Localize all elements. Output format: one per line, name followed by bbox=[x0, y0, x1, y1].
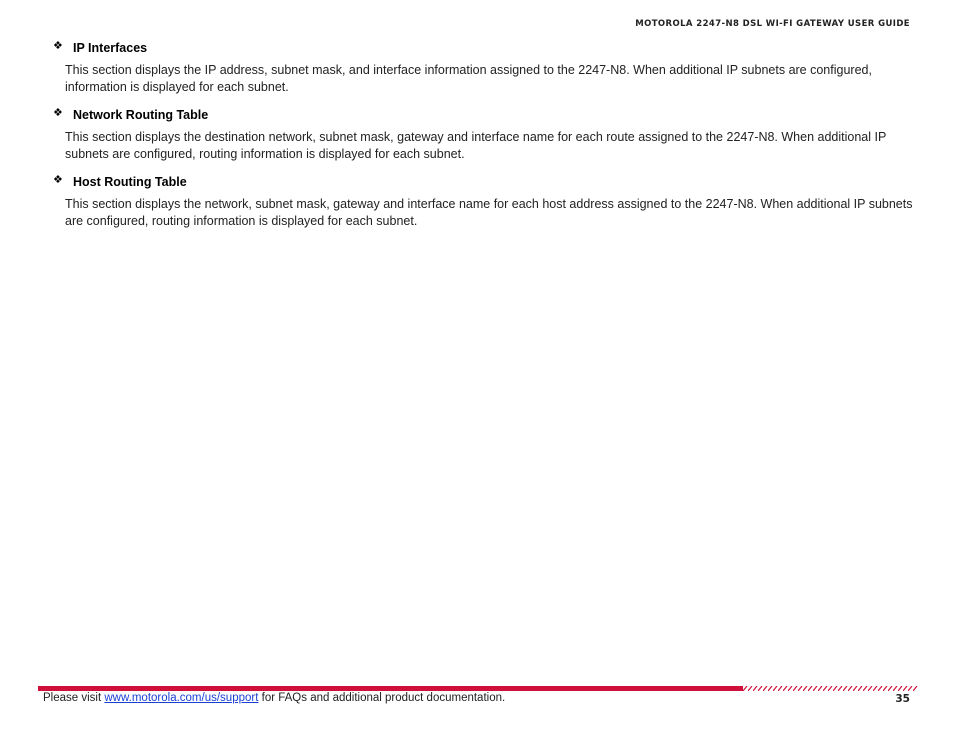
section-ip-interfaces bbox=[53, 39, 915, 96]
document-header-title: MOTOROLA 2247-N8 DSL WI-FI GATEWAY USER GUIDE bbox=[635, 19, 910, 29]
section-body-text: This section displays the network, subnet mask, gateway and interface name for each host address assigned to the 2247-N8. When additional IP subnets are configured, routing information is displayed for each subnet. bbox=[65, 197, 913, 228]
section-heading bbox=[53, 173, 915, 190]
support-link[interactable]: www.motorola.com/us/support bbox=[104, 692, 259, 704]
footer-prefix: Please visit bbox=[43, 692, 102, 704]
section-heading bbox=[53, 39, 915, 56]
diamond-bullet-icon: ❖ bbox=[53, 40, 63, 52]
section-network-routing-table bbox=[53, 106, 915, 163]
section-host-routing-table bbox=[53, 173, 915, 230]
section-heading-text: IP Interfaces bbox=[73, 40, 148, 55]
section-body-text: This section displays the destination network, subnet mask, gateway and interface name for each route assigned to the 2247-N8. When additional IP subnets are configured, routing information is displayed for each subnet. bbox=[65, 130, 887, 161]
footer-suffix: for FAQs and additional product documentation. bbox=[261, 692, 506, 704]
section-body-text: This section displays the IP address, subnet mask, and interface information assigned to the 2247-N8. When additional IP subnets are configured, information is displayed for each subnet. bbox=[65, 63, 872, 94]
section-heading-text: Network Routing Table bbox=[73, 107, 209, 122]
footer-note bbox=[43, 692, 505, 704]
diamond-bullet-icon: ❖ bbox=[53, 107, 63, 119]
page-number: 35 bbox=[895, 693, 910, 705]
page-content bbox=[53, 39, 915, 240]
footer-divider-bar bbox=[38, 686, 918, 691]
diamond-bullet-icon: ❖ bbox=[53, 174, 63, 186]
section-heading bbox=[53, 106, 915, 123]
section-heading-text: Host Routing Table bbox=[73, 174, 187, 189]
